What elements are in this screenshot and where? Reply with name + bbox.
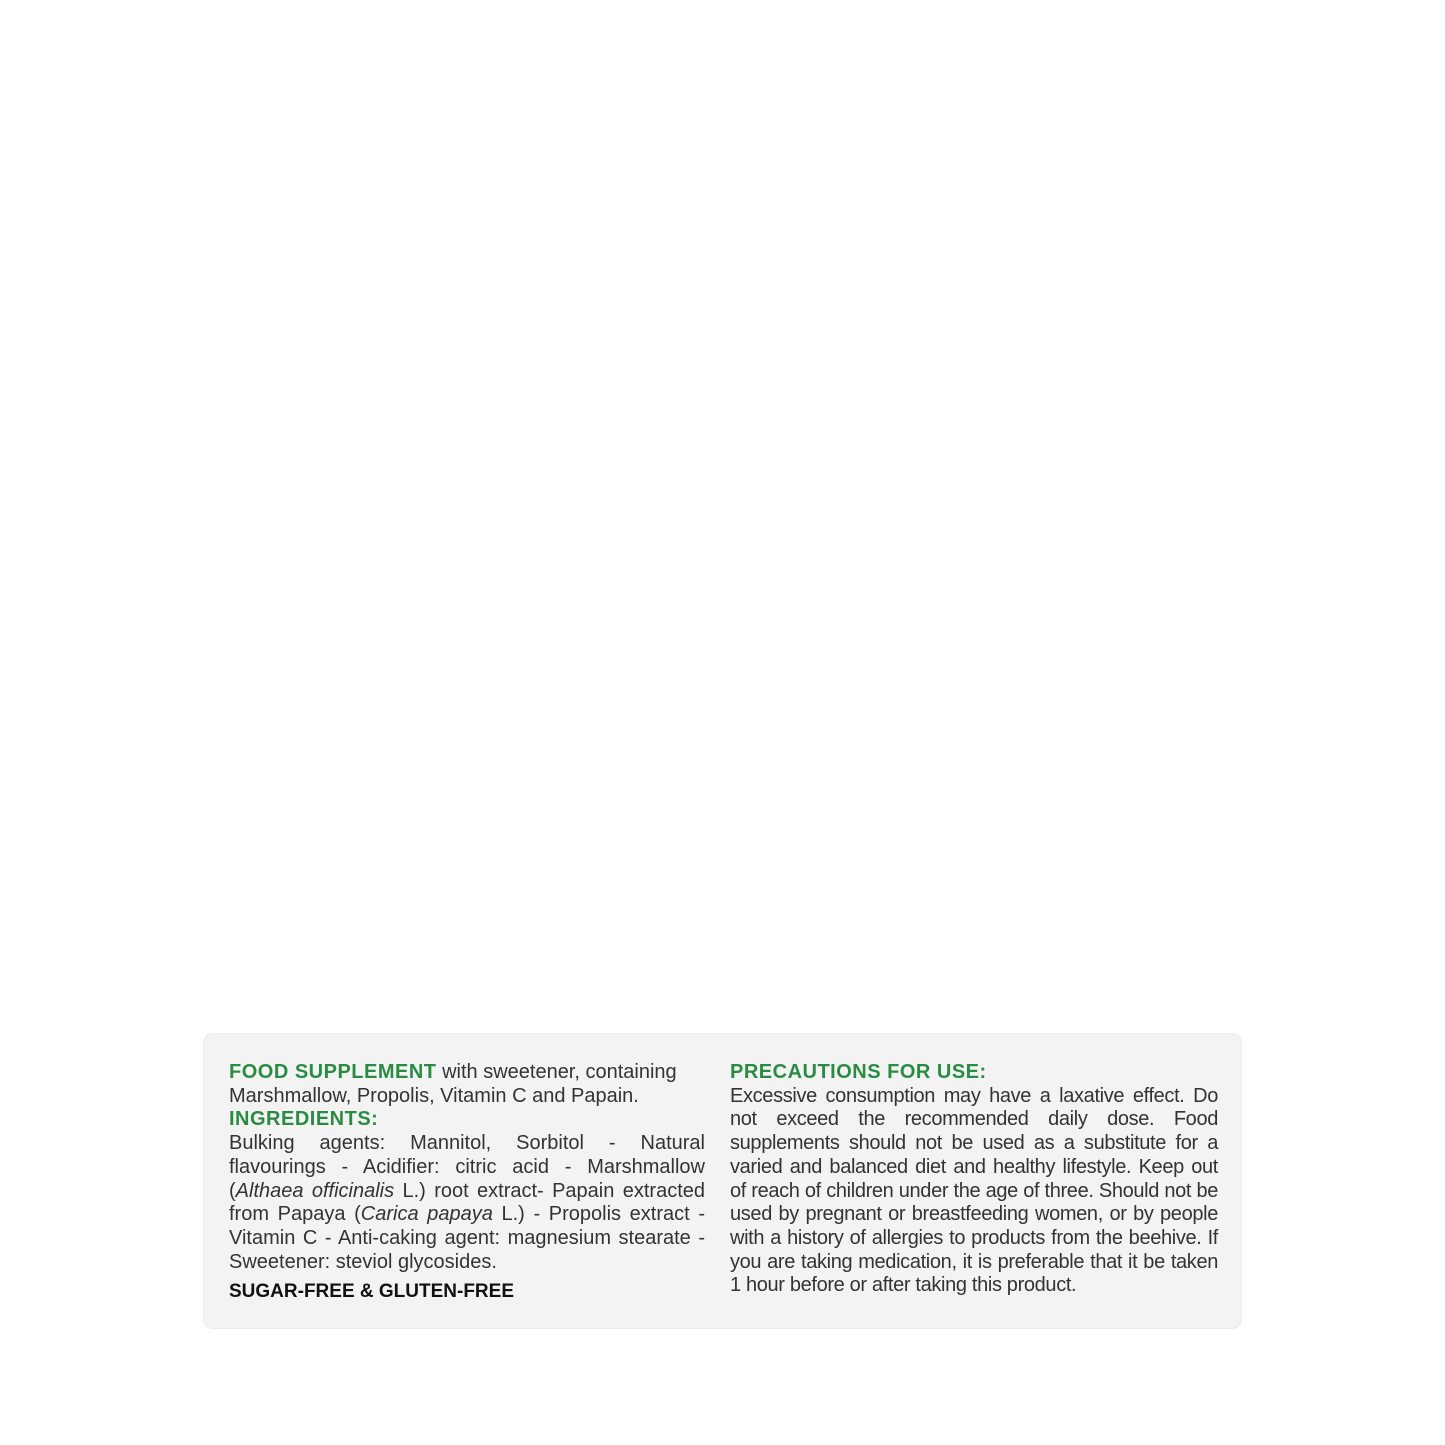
ingredients-list — [229, 1132, 705, 1274]
right-column — [730, 1061, 1218, 1298]
ingredients-heading: INGREDIENTS: — [229, 1108, 379, 1131]
sugar-gluten-free-badge: SUGAR-FREE & GLUTEN-FREE — [229, 1281, 514, 1303]
precautions-heading: PRECAUTIONS FOR USE: — [730, 1061, 987, 1083]
product-label-panel — [203, 1033, 1242, 1329]
ingredients-text-3: L.) - Propolis extract - Vitamin C - Anti-caking agent: magnesium stearate - Sweetener: steviol glycosides. — [229, 1203, 706, 1273]
intro-text-continued: Marshmallow, Propolis, Vitamin C and Papain. — [229, 1084, 639, 1107]
food-supplement-title: FOOD SUPPLEMENT — [229, 1061, 437, 1083]
intro-text: with sweetener, containing — [436, 1061, 677, 1083]
ingredients-text-1: Bulking agents: Mannitol, Sorbitol - Natural flavourings - Acidifier: citric acid - Marshmallow ( — [229, 1132, 705, 1202]
ingredients-latin-2: Carica papaya — [360, 1203, 493, 1226]
ingredients-latin-1: Althaea officinalis — [235, 1179, 395, 1202]
ingredients-text-2: L.) root extract- Papain extracted from Papaya ( — [229, 1179, 705, 1226]
intro-line — [229, 1061, 705, 1085]
left-column — [229, 1061, 705, 1304]
precautions-text: Excessive consumption may have a laxative effect. Do not exceed the recommended daily dose. Food supplements should not be used as a substitute for a varied and balanced diet and healthy lifestyle. Keep out of reach of children under the age of three. Should not be used by pregnant or breastfeeding women, or by people with a history of allergies to products from the beehive. If you are taking medication, it is preferable that it be taken 1 hour before or after taking this product. — [730, 1084, 1218, 1297]
